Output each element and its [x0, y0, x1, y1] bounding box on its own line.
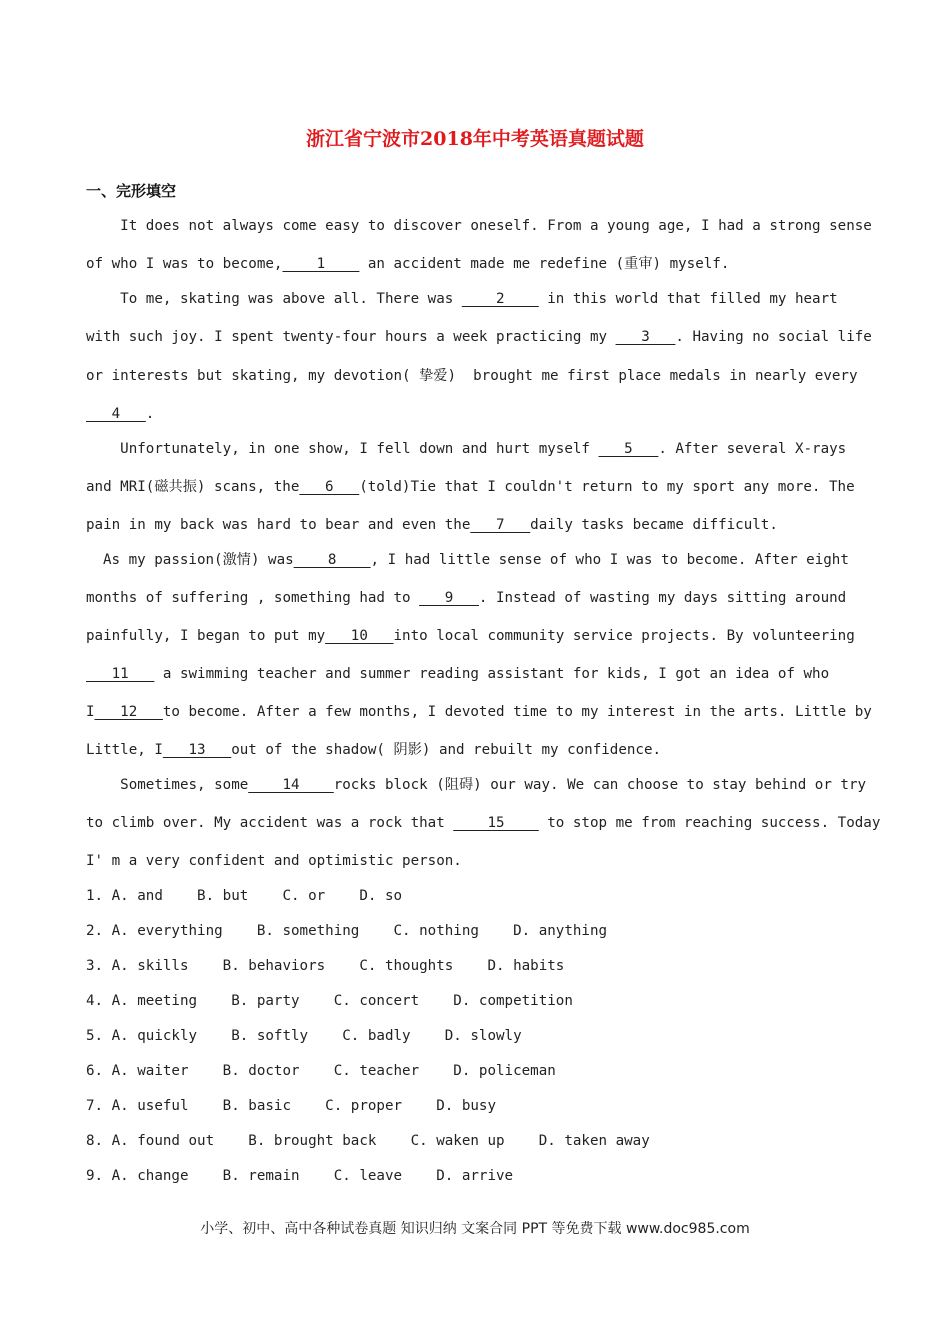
- blank-5: ___5___: [598, 441, 659, 457]
- blank-4: ___4___: [86, 406, 146, 422]
- option-line: 3. A. skills B. behaviors C. thoughts D. habits: [86, 958, 565, 974]
- option-line: 8. A. found out B. brought back C. waken up D. taken away: [86, 1133, 650, 1149]
- passage-line: ___4___.: [86, 406, 155, 422]
- blank-7: ___7___: [470, 517, 531, 533]
- passage-line: pain in my back was hard to bear and even the___7___daily tasks became difficult.: [86, 517, 778, 533]
- page-footer: 小学、初中、高中各种试卷真题 知识归纳 文案合同 PPT 等免费下载 www.doc985.com: [200, 1221, 750, 1237]
- passage-line: It does not always come easy to discover oneself. From a young age, I had a strong sense: [120, 218, 872, 234]
- blank-6: ___6___: [299, 479, 360, 495]
- page-title: 浙江省宁波市2018年中考英语真题试题: [306, 128, 644, 150]
- blank-8: ____8____: [293, 552, 371, 568]
- passage-line: or interests but skating, my devotion( 挚爱) brought me first place medals in nearly every: [86, 368, 858, 384]
- blank-9: ___9___: [419, 590, 479, 606]
- blank-10: ___10___: [325, 628, 394, 644]
- blank-11: ___11___: [86, 666, 155, 682]
- blank-13: ___13___: [162, 742, 232, 758]
- passage-line: I' m a very confident and optimistic person.: [86, 853, 462, 869]
- blank-12: ___12___: [94, 704, 163, 720]
- passage-line: To me, skating was above all. There was ____2____ in this world that filled my heart: [120, 291, 838, 307]
- blank-14: ____14____: [248, 777, 334, 793]
- blank-1: ____1____: [282, 256, 360, 272]
- option-line: 6. A. waiter B. doctor C. teacher D. policeman: [86, 1063, 556, 1079]
- passage-line: with such joy. I spent twenty-four hours a week practicing my ___3___. Having no social life: [86, 329, 872, 345]
- passage-line: of who I was to become,____1____ an accident made me redefine (重审) myself.: [86, 256, 730, 272]
- passage-line: ___11___ a swimming teacher and summer reading assistant for kids, I got an idea of who: [86, 666, 830, 682]
- option-line: 9. A. change B. remain C. leave D. arrive: [86, 1168, 514, 1184]
- option-line: 4. A. meeting B. party C. concert D. competition: [86, 993, 573, 1009]
- passage-line: Little, I___13___out of the shadow( 阴影) and rebuilt my confidence.: [86, 742, 662, 758]
- section-heading: 一、完形填空: [86, 182, 177, 200]
- option-line: 1. A. and B. but C. or D. so: [86, 888, 403, 904]
- passage-line: As my passion(激情) was____8____, I had little sense of who I was to become. After eight: [103, 552, 849, 568]
- option-line: 2. A. everything B. something C. nothing D. anything: [86, 923, 608, 939]
- passage-line: I___12___to become. After a few months, I devoted time to my interest in the arts. Little by: [86, 704, 872, 720]
- passage-line: painfully, I began to put my___10___into local community service projects. By volunteering: [86, 628, 855, 644]
- blank-3: ___3___: [615, 329, 676, 345]
- option-line: 7. A. useful B. basic C. proper D. busy: [86, 1098, 496, 1114]
- option-line: 5. A. quickly B. softly C. badly D. slowly: [86, 1028, 522, 1044]
- passage-line: months of suffering , something had to ___9___. Instead of wasting my days sitting around: [86, 590, 847, 606]
- blank-2: ____2____: [461, 291, 539, 307]
- passage-line: Sometimes, some____14____rocks block (阻碍) our way. We can choose to stay behind or try: [120, 777, 867, 793]
- blank-15: ____15____: [453, 815, 539, 831]
- passage-line: and MRI(磁共振) scans, the___6___(told)Tie that I couldn't return to my sport any more. The: [86, 479, 855, 495]
- passage-line: to climb over. My accident was a rock that ____15____ to stop me from reaching success. Today: [86, 815, 881, 831]
- passage-line: Unfortunately, in one show, I fell down and hurt myself ___5___. After several X-rays: [120, 441, 847, 457]
